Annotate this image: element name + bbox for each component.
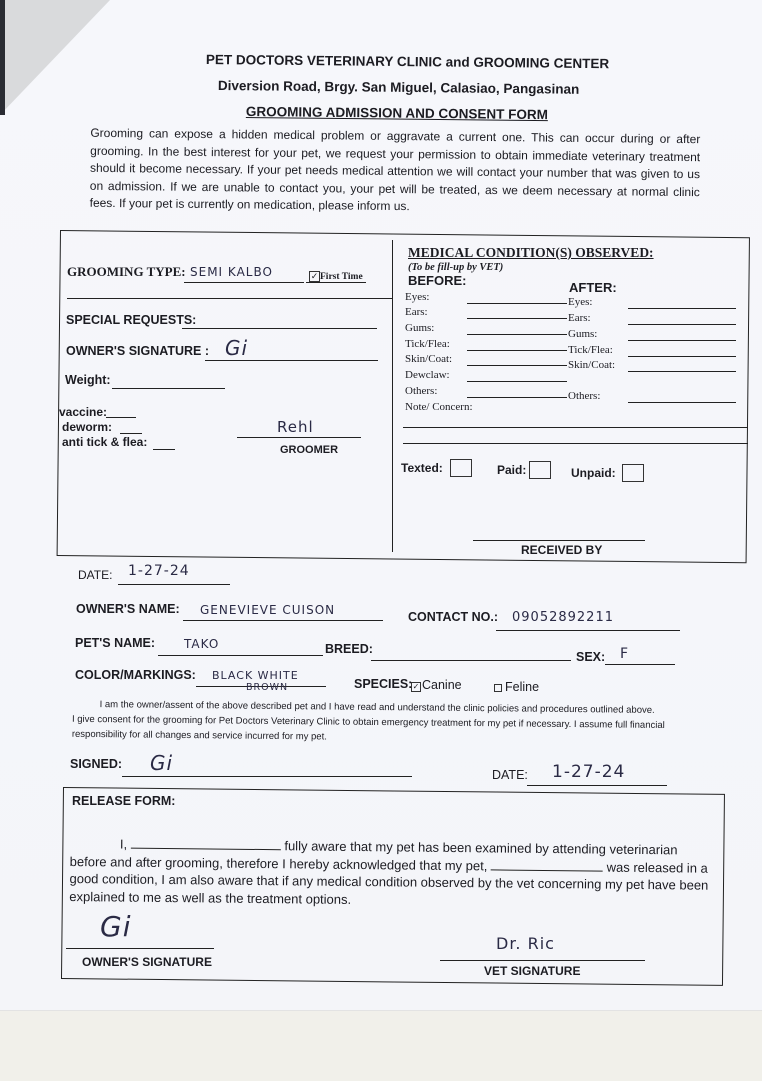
release-title: RELEASE FORM:	[72, 794, 176, 808]
owner-name-line	[183, 620, 383, 621]
received-by-label: RECEIVED BY	[521, 543, 603, 557]
before-field-input[interactable]	[467, 303, 567, 304]
owner-signature-label: OWNER'S SIGNATURE :	[66, 344, 210, 358]
weight-label: Weight:	[65, 373, 111, 387]
after-field-input[interactable]	[628, 340, 736, 341]
after-field-input[interactable]	[628, 324, 736, 325]
vaccine-field[interactable]	[106, 417, 136, 418]
feline-checkbox[interactable]	[494, 684, 502, 692]
groomer-signature-line[interactable]	[237, 437, 361, 438]
note-line-1[interactable]	[403, 427, 748, 428]
special-requests-field[interactable]	[182, 328, 377, 329]
sex-value[interactable]: F	[620, 646, 630, 662]
contact-value[interactable]: 09052892211	[512, 610, 614, 625]
canine-label: Canine	[422, 678, 462, 692]
species-label: SPECIES:	[354, 677, 413, 691]
vet-signature-label: VET SIGNATURE	[484, 964, 581, 978]
release-owner-signature-mark: Gi	[100, 910, 132, 943]
color-markings-value-1[interactable]: BLACK WHITE	[212, 669, 299, 682]
after-field-label: Others:	[568, 390, 601, 402]
release-line-3: good condition, I am also aware that if any medical condition observed by the vet concerning my pet have been	[69, 870, 709, 893]
release-line-1: fully aware that my pet has been examined by attending veterinarian	[284, 838, 678, 858]
before-field-input[interactable]	[467, 350, 567, 351]
consent-text	[72, 697, 682, 748]
clinic-name: PET DOCTORS VETERINARY CLINIC and GROOMING CENTER	[205, 52, 610, 72]
intro-paragraph: Grooming can expose a hidden medical problem or aggravate a current one. This can occur during or after grooming. In the best interest for your pet, we request your permission to obtain immediate veterinary treatment should it become necessary. If your pet needs medical attention we will contact your number that was given to us on admission. If we are unable to contact you, your pet will be treated, as we deem necessary at normal clinic fees. If your pet is currently on medication, please inform us.	[89, 125, 701, 214]
form-title: GROOMING ADMISSION AND CONSENT FORM	[245, 104, 548, 123]
section-divider	[392, 240, 393, 552]
texted-label: Texted:	[401, 461, 443, 475]
before-field-label: Eyes:	[405, 291, 430, 303]
grooming-type-line	[184, 282, 304, 283]
pet-name-line	[158, 655, 323, 656]
before-field-input[interactable]	[467, 397, 567, 398]
before-field-label: Skin/Coat:	[405, 353, 453, 365]
color-markings-value-2[interactable]: BROWN	[246, 682, 289, 693]
scanner-edge	[0, 0, 5, 115]
after-field-input[interactable]	[628, 402, 736, 403]
signed-line	[122, 776, 412, 777]
canine-checkbox[interactable]: ✓	[412, 682, 420, 691]
before-field-input[interactable]	[467, 318, 567, 319]
after-field-label: Ears:	[568, 312, 591, 324]
special-requests-label: SPECIAL REQUESTS:	[66, 313, 197, 327]
release-i: I,	[119, 836, 128, 852]
consent-line-2: I give consent for the grooming for Pet Doctors Veterinary Clinic to obtain emergency treatment for my pet if necessary. I assume full financial	[71, 713, 665, 732]
anti-tick-label: anti tick & flea:	[62, 435, 148, 449]
groomer-signature: Rehl	[277, 418, 314, 436]
release-paragraph	[69, 835, 720, 912]
first-time-line	[306, 282, 366, 283]
release-pet-name-field[interactable]	[491, 869, 603, 871]
scanner-bed	[0, 1010, 762, 1081]
before-field-label: Tick/Flea:	[405, 338, 450, 350]
before-field-input[interactable]	[467, 381, 567, 382]
after-field-label: Gums:	[568, 328, 598, 340]
medical-title: MEDICAL CONDITION(S) OBSERVED:	[408, 245, 654, 260]
before-field-label: Gums:	[405, 322, 435, 334]
date-value[interactable]: 1-27-24	[128, 563, 190, 579]
clinic-address: Diversion Road, Brgy. San Miguel, Calasiao, Pangasinan	[217, 78, 580, 97]
vet-signature-line[interactable]	[440, 960, 645, 961]
groomer-label: GROOMER	[280, 444, 339, 456]
pet-name-value[interactable]: TAKO	[184, 637, 220, 651]
note-line-2[interactable]	[403, 443, 748, 444]
contact-line	[496, 630, 680, 631]
unpaid-label: Unpaid:	[571, 466, 616, 480]
breed-label: BREED:	[325, 642, 373, 656]
unpaid-checkbox[interactable]	[622, 464, 644, 482]
page-corner-fold	[0, 0, 110, 115]
deworm-label: deworm:	[62, 420, 113, 434]
before-field-label: Dewclaw:	[405, 369, 450, 381]
pet-name-label: PET'S NAME:	[75, 636, 156, 650]
before-label: BEFORE:	[408, 273, 467, 288]
owner-name-value[interactable]: GENEVIEVE CUISON	[200, 603, 336, 617]
texted-checkbox[interactable]	[450, 459, 472, 477]
after-field-label: Eyes:	[568, 296, 593, 308]
medical-subtitle: (To be fill-up by VET)	[408, 262, 504, 273]
date-label: DATE:	[78, 568, 113, 582]
release-line-2: before and after grooming, therefore I hereby acknowledged that my pet,	[69, 853, 488, 873]
signed-label: SIGNED:	[70, 757, 123, 771]
after-field-label: Skin/Coat:	[568, 359, 616, 371]
owner-signature-field[interactable]	[205, 360, 378, 361]
release-line-4: explained to me as well as the treatment options.	[69, 888, 352, 907]
owner-name-label: OWNER'S NAME:	[76, 602, 180, 616]
grooming-type-label: GROOMING TYPE:	[67, 264, 186, 279]
after-label: AFTER:	[569, 280, 617, 295]
consent-date-label: DATE:	[492, 768, 528, 782]
feline-label: Feline	[505, 680, 540, 694]
grooming-type-value[interactable]: SEMI KALBO	[190, 265, 273, 279]
deworm-field[interactable]	[120, 433, 142, 434]
breed-field[interactable]	[371, 660, 571, 661]
release-owner-signature-line[interactable]	[66, 948, 214, 949]
date-line	[118, 584, 230, 585]
anti-tick-field[interactable]	[153, 449, 175, 450]
sex-label: SEX:	[576, 650, 606, 664]
before-field-input[interactable]	[467, 334, 567, 335]
weight-field[interactable]	[112, 388, 225, 389]
consent-line-3: responsibility for all changes and service incurred for my pet.	[71, 728, 327, 743]
after-field-input[interactable]	[628, 308, 736, 309]
consent-line-1: I am the owner/assent of the above described pet and I have read and understand the clinic policies and procedures outlined above.	[99, 699, 655, 716]
paid-checkbox[interactable]	[529, 461, 551, 479]
before-field-label: Others:	[405, 385, 438, 397]
note-concern-label: Note/ Concern:	[405, 401, 473, 413]
before-field-input[interactable]	[467, 365, 567, 366]
after-field-label: Tick/Flea:	[568, 344, 613, 356]
grooming-type-extra-line	[67, 298, 392, 299]
paid-label: Paid:	[497, 463, 527, 477]
first-time-label: First Time	[320, 272, 363, 282]
consent-date-value[interactable]: 1-27-24	[552, 762, 626, 782]
owner-signature-mark: Gi	[225, 336, 249, 360]
vaccine-label: vaccine:	[59, 405, 108, 419]
color-markings-label: COLOR/MARKINGS:	[75, 668, 196, 682]
release-owner-signature-label: OWNER'S SIGNATURE	[82, 955, 212, 969]
release-line-2-end: was released in a	[606, 859, 708, 876]
after-field-input[interactable]	[628, 356, 736, 357]
contact-label: CONTACT NO.:	[408, 610, 499, 624]
sex-line	[605, 664, 675, 665]
signed-signature[interactable]: Gi	[150, 751, 174, 775]
before-field-label: Ears:	[405, 306, 428, 318]
first-time-checkbox[interactable]: ✓	[310, 271, 319, 281]
received-by-line[interactable]	[473, 540, 645, 541]
release-owner-name-field[interactable]	[131, 848, 281, 851]
after-field-input[interactable]	[628, 371, 736, 372]
consent-date-line	[527, 785, 667, 786]
vet-signature-mark: Dr. Ric	[496, 934, 555, 953]
